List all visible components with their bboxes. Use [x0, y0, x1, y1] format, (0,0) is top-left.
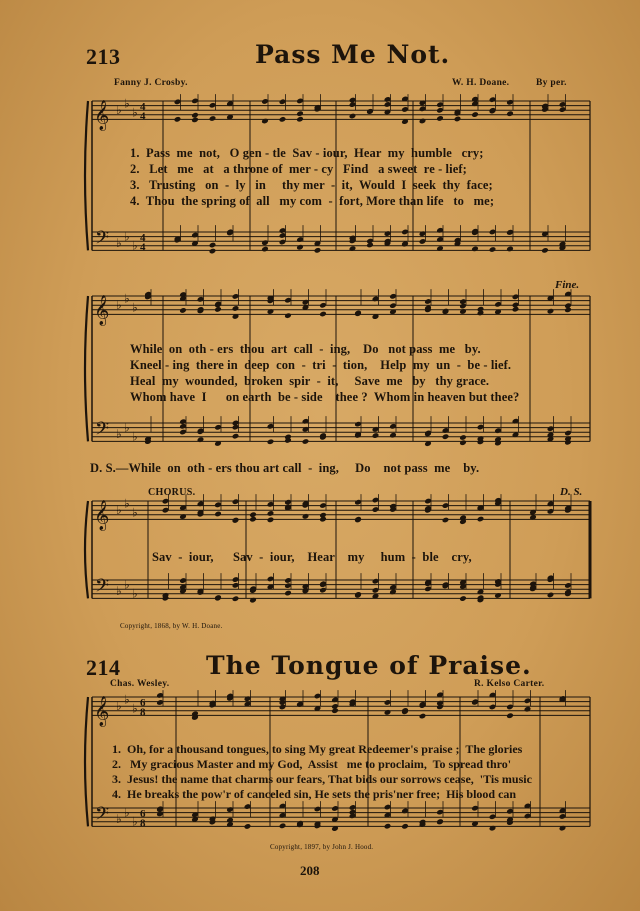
- note-head: [401, 823, 409, 830]
- treble-clef-icon: 𝄞: [94, 500, 110, 531]
- time-signature: 4: [140, 110, 146, 123]
- hymn-213-refrain-2: Kneel - ing there in deep con - tri - tion, Help my un - be - lief.: [130, 358, 512, 372]
- note-head: [232, 433, 240, 440]
- note-head: [244, 823, 252, 830]
- bass-clef-icon: 𝄢: [95, 227, 110, 253]
- note-head: [232, 305, 240, 312]
- time-signature: 4: [140, 241, 146, 254]
- note-head: [547, 308, 555, 315]
- note-head: [436, 818, 444, 825]
- hymn-214-music-credit: R. Kelso Carter.: [474, 679, 545, 689]
- time-signature: 4: [140, 232, 146, 245]
- note-head: [249, 511, 257, 518]
- note-head: [296, 244, 304, 251]
- note-head: [174, 116, 182, 123]
- note-head: [226, 817, 234, 824]
- hymn-214-verse-1: 1. Oh, for a thousand tongues, to sing My great Redeemer's praise ; The glories: [112, 742, 523, 756]
- flat-icon: ♭: [132, 300, 138, 315]
- note-head: [471, 111, 479, 118]
- note-head: [384, 709, 392, 716]
- time-signature: 4: [140, 101, 146, 114]
- hymn-213-number: 213: [86, 44, 121, 69]
- bass-clef-icon: 𝄢: [95, 418, 110, 444]
- flat-icon: ♭: [132, 505, 138, 520]
- note-head: [214, 306, 222, 313]
- hymn-214-words-credit: Chas. Wesley.: [110, 679, 170, 689]
- bass-clef-icon: 𝄢: [95, 803, 110, 829]
- note-head: [494, 592, 502, 599]
- hymn-213-refrain-3: Heal my wounded, broken spir - it, Save me by thy grace.: [130, 374, 490, 388]
- hymn-214-title: The Tongue of Praise.: [206, 651, 532, 680]
- brace: [85, 296, 88, 441]
- note-head: [419, 713, 427, 720]
- note-head: [436, 115, 444, 122]
- note-head: [419, 118, 427, 125]
- flat-icon: ♭: [124, 496, 130, 511]
- page-number: 208: [300, 863, 320, 878]
- flat-icon: ♭: [132, 586, 138, 601]
- brace: [85, 697, 88, 826]
- flat-icon: ♭: [124, 229, 130, 244]
- note-head: [459, 595, 467, 602]
- flat-icon: ♭: [132, 429, 138, 444]
- note-head: [197, 436, 205, 443]
- flat-icon: ♭: [116, 236, 122, 251]
- note-head: [559, 825, 567, 832]
- flat-icon: ♭: [132, 814, 138, 829]
- chorus-lyric: Sav - iour, Sav - iour, Hear my hum - ble cry,: [152, 550, 472, 564]
- hymn-213-words-credit: Fanny J. Crosby.: [114, 78, 188, 88]
- flat-icon: ♭: [124, 692, 130, 707]
- ds-marker: D. S.: [560, 486, 583, 498]
- note-head: [267, 439, 275, 446]
- note-head: [506, 246, 514, 253]
- note-head: [284, 312, 292, 319]
- hymn-213-permission: By per.: [536, 78, 567, 88]
- time-signature: 8: [140, 706, 146, 719]
- bass-clef-icon: 𝄢: [95, 575, 110, 601]
- hymn-214-verse-4: 4. He breaks the pow'r of canceled sin, He sets the pris'ner free; His blood can: [112, 787, 517, 801]
- time-signature: 6: [140, 808, 146, 821]
- note-head: [267, 517, 275, 524]
- hymn-214-verse-2: 2. My gracious Master and my God, Assist me to proclaim, To spread thro': [112, 757, 512, 771]
- note-head: [319, 512, 327, 519]
- note-head: [372, 432, 380, 439]
- note-head: [389, 432, 397, 439]
- ds-line: D. S.—While on oth - ers thou art call - ing, Do not pass me by.: [90, 461, 480, 475]
- flat-icon: ♭: [124, 420, 130, 435]
- note-head: [179, 307, 187, 314]
- flat-icon: ♭: [124, 577, 130, 592]
- flat-icon: ♭: [124, 291, 130, 306]
- note-head: [261, 118, 269, 125]
- note-head: [524, 706, 532, 713]
- flat-icon: ♭: [116, 103, 122, 118]
- hymn-213-verse-2: 2. Let me at a throne of mer - cy Find a sweet re - lief;: [130, 162, 467, 176]
- note-head: [302, 438, 310, 445]
- hymn-213-verse-3: 3. Trusting on - ly in thy mer - it, Would I seek thy face;: [130, 178, 493, 192]
- note-head: [471, 246, 479, 253]
- note-head: [541, 247, 549, 254]
- note-head: [214, 511, 222, 518]
- flat-icon: ♭: [116, 427, 122, 442]
- hymn-213-verse-4: 4. Thou the spring of all my com - fort, More than life to me;: [130, 194, 495, 208]
- note-head: [477, 516, 485, 523]
- hymn-213-copyright: Copyright, 1868, by W. H. Doane.: [120, 622, 223, 630]
- note-head: [261, 246, 269, 253]
- flat-icon: ♭: [116, 503, 122, 518]
- flat-icon: ♭: [116, 699, 122, 714]
- note-head: [296, 110, 304, 117]
- note-head: [489, 246, 497, 253]
- treble-clef-icon: 𝄞: [94, 100, 110, 131]
- note-head: [459, 439, 467, 446]
- note-head: [296, 116, 304, 123]
- hymn-213-refrain-1: While on oth - ers thou art call - ing, Do not pass me by.: [130, 342, 481, 356]
- flat-icon: ♭: [116, 584, 122, 599]
- note-head: [279, 823, 287, 830]
- note-head: [209, 242, 217, 249]
- flat-icon: ♭: [132, 105, 138, 120]
- note-head: [191, 112, 199, 119]
- brace: [85, 501, 88, 598]
- hymn-213-verse-1: 1. Pass me not, O gen - tle Sav - iour, Hear my humble cry;: [130, 146, 484, 160]
- hymn-214-verse-3: 3. Jesus! the name that charms our fears, That bids our sorrows cease, 'Tis music: [112, 772, 532, 786]
- note-head: [442, 517, 450, 524]
- note-head: [209, 248, 217, 255]
- note-head: [209, 115, 217, 122]
- hymn-213-refrain-4: Whom have I on earth be - side thee ? Whom in heaven but thee?: [130, 390, 520, 404]
- note-head: [232, 595, 240, 602]
- note-head: [384, 823, 392, 830]
- note-head: [232, 517, 240, 524]
- flat-icon: ♭: [124, 805, 130, 820]
- note-head: [506, 712, 514, 719]
- time-signature: 8: [140, 817, 146, 830]
- note-head: [302, 513, 310, 520]
- note-head: [284, 590, 292, 597]
- note-head: [314, 247, 322, 254]
- hymn-213-music-credit: W. H. Doane.: [452, 78, 510, 88]
- note-head: [454, 116, 462, 123]
- brace: [85, 101, 88, 250]
- note-head: [349, 113, 357, 120]
- note-head: [279, 116, 287, 123]
- note-head: [459, 434, 467, 441]
- flat-icon: ♭: [116, 298, 122, 313]
- hymn-214-copyright: Copyright, 1897, by John J. Hood.: [270, 843, 374, 851]
- note-head: [512, 306, 520, 313]
- note-head: [267, 308, 275, 315]
- flat-icon: ♭: [132, 238, 138, 253]
- fine-marker: Fine.: [555, 279, 580, 291]
- note-head: [349, 245, 357, 252]
- hymn-214-number: 214: [86, 655, 121, 680]
- flat-icon: ♭: [132, 701, 138, 716]
- flat-icon: ♭: [124, 96, 130, 111]
- note-head: [249, 597, 257, 604]
- time-signature: 6: [140, 697, 146, 710]
- note-head: [442, 433, 450, 440]
- treble-clef-icon: 𝄞: [94, 295, 110, 326]
- note-head: [459, 308, 467, 315]
- hymn-213-title: Pass Me Not.: [255, 40, 451, 69]
- chorus-label: CHORUS.: [148, 487, 196, 498]
- note-head: [319, 311, 327, 318]
- flat-icon: ♭: [116, 812, 122, 827]
- note-head: [506, 110, 514, 117]
- note-head: [267, 510, 275, 517]
- treble-clef-icon: 𝄞: [94, 696, 110, 727]
- note-head: [547, 592, 555, 599]
